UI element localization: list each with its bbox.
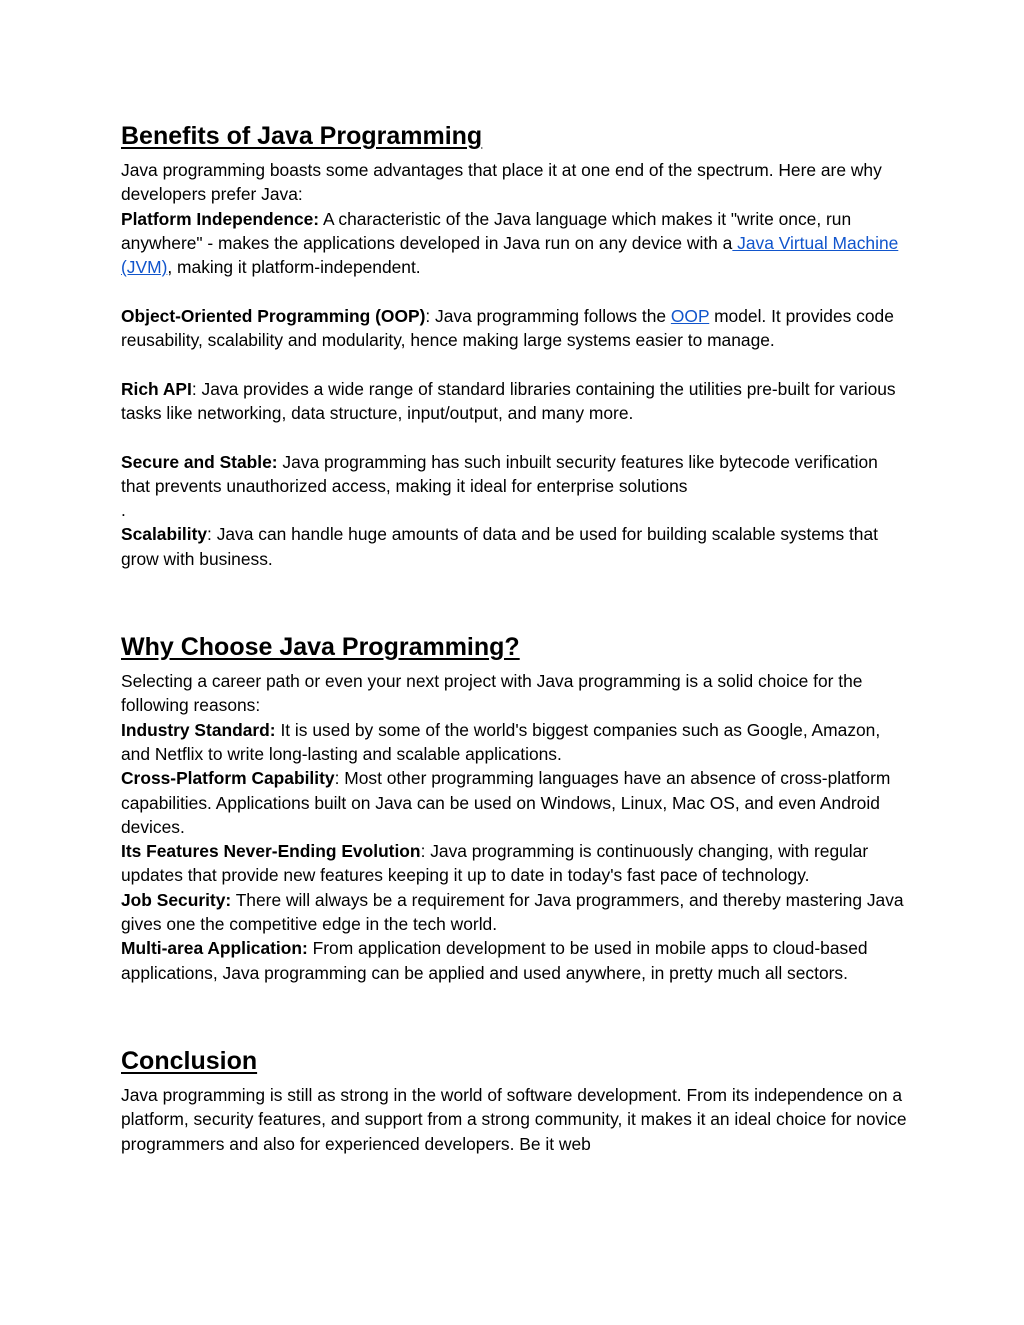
oop-link[interactable]: OOP <box>670 305 710 326</box>
scalability-paragraph <box>121 522 911 571</box>
multi-area-text: From application development to be used in mobile apps to cloud-based applications, Java programming can be applied and used anywhere, in pretty much all sectors. <box>121 938 868 983</box>
secure-stable-text: Java programming has such inbuilt security features like bytecode verification that prevents unauthorized access, making it ideal for enterprise solutions <box>121 451 878 496</box>
cross-platform-text: : Most other programming languages have an absence of cross-platform capabilities. Applications built on Java can be used on Windows, Linux, Mac OS, and even Android devices. <box>121 768 891 837</box>
jvm-link[interactable]: Java Virtual Machine (JVM) <box>121 232 899 278</box>
multi-area-paragraph <box>121 936 911 985</box>
secure-stable-label: Secure and Stable: <box>121 451 278 472</box>
blank-line <box>121 425 911 449</box>
heading-conclusion: Conclusion <box>121 1046 258 1075</box>
secure-stable-paragraph <box>121 450 911 499</box>
job-security-paragraph <box>121 888 911 937</box>
secure-stable-period: . <box>121 500 126 521</box>
platform-independence-label: Platform Independence: <box>121 208 320 229</box>
scalability-label: Scalability <box>121 524 208 545</box>
job-security-label: Job Security: <box>121 889 232 910</box>
evolution-text: : Java programming is continuously changing, with regular updates that provide new features keeping it up to date in today's fast pace of technology. <box>121 841 869 886</box>
conclusion-paragraph: Java programming is still as strong in the world of software development. From its independence on a platform, security features, and support from a strong community, it makes it an ideal choice for novice programmers and also for experienced developers. Be it web <box>121 1084 907 1154</box>
heading-why-choose: Why Choose Java Programming? <box>121 633 520 662</box>
rich-api-label: Rich API <box>121 378 192 399</box>
heading-benefits: Benefits of Java Programming <box>121 122 483 150</box>
scalability-text: : Java can handle huge amounts of data and be used for building scalable systems that grow with business. <box>121 524 878 569</box>
benefits-intro: Java programming boasts some advantages that place it at one end of the spectrum. Here are why developers prefer Java: <box>121 160 882 205</box>
oop-label: Object-Oriented Programming (OOP) <box>121 305 426 326</box>
cross-platform-paragraph <box>121 766 911 839</box>
rich-api-paragraph <box>121 377 911 426</box>
rich-api-text: : Java provides a wide range of standard libraries containing the utilities pre-built for various tasks like networking, data structure, input/output, and many more. <box>121 378 896 423</box>
evolution-paragraph <box>121 839 911 888</box>
document-page <box>121 114 911 1156</box>
cross-platform-label: Cross-Platform Capability <box>121 768 335 789</box>
industry-standard-text: It is used by some of the world's biggest companies such as Google, Amazon, and Netflix to write long-lasting and scalable applications. <box>121 719 881 764</box>
evolution-label: Its Features Never-Ending Evolution <box>121 841 421 862</box>
industry-standard-label: Industry Standard: <box>121 719 276 740</box>
why-intro: Selecting a career path or even your next project with Java programming is a solid choice for the following reasons: <box>121 671 863 716</box>
platform-independence-text: A characteristic of the Java language which makes it "write once, run anywhere" - makes the applications developed in Java run on any device with a <box>121 208 852 253</box>
platform-independence-paragraph <box>121 207 911 280</box>
oop-paragraph <box>121 304 911 353</box>
oop-text-before: : Java programming follows the <box>425 305 671 326</box>
job-security-text: There will always be a requirement for Java programmers, and thereby mastering Java gives one the competitive edge in the tech world. <box>121 889 904 935</box>
industry-standard-paragraph <box>121 718 911 767</box>
oop-text-after: model. It provides code reusability, scalability and modularity, hence making large systems easier to manage. <box>121 305 894 351</box>
platform-independence-after: , making it platform-independent. <box>167 257 421 278</box>
multi-area-label: Multi-area Application: <box>121 938 308 959</box>
blank-line <box>121 352 911 376</box>
blank-line <box>121 279 911 303</box>
